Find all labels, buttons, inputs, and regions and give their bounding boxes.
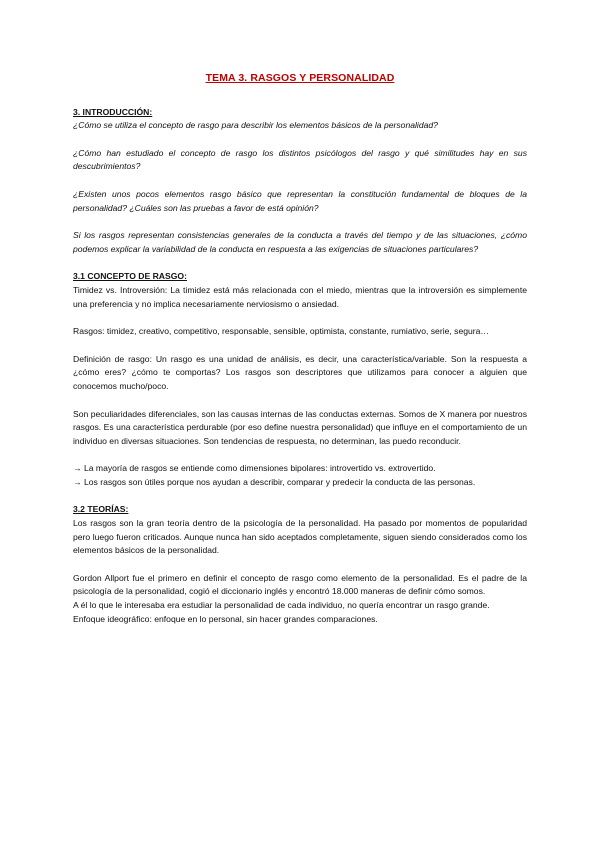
concept-paragraph-timidez: Timidez vs. Introversión: La timidez está más relacionada con el miedo, mientras que la introversión es simplemente una preferencia y no implica necesariamente nerviosismo o ansiedad. bbox=[73, 284, 527, 309]
concept-bullet-bipolares: → La mayoría de rasgos se entiende como dimensiones bipolares: introvertido vs. extrovertido. bbox=[73, 463, 436, 474]
intro-question-2: ¿Cómo han estudiado el concepto de rasgo los distintos psicólogos del rasgo y qué similitudes hay en sus descubrimientos? bbox=[73, 147, 527, 172]
theories-paragraph-ideografico: Enfoque ideográfico: enfoque en lo personal, sin hacer grandes comparaciones. bbox=[73, 613, 378, 624]
concept-paragraph-rasgos-list: Rasgos: timidez, creativo, competitivo, responsable, sensible, optimista, constante, rumiativo, serie, segura… bbox=[73, 326, 490, 337]
section-heading-introduccion: 3. INTRODUCCIÓN: bbox=[73, 106, 153, 117]
section-heading-teorias: 3.2 TEORÍAS: bbox=[73, 504, 129, 515]
intro-question-3: ¿Existen unos pocos elementos rasgo básico que representan la constitución fundamental de bloques de la personalidad? ¿Cuáles son las pruebas a favor de está opinión? bbox=[73, 188, 527, 213]
theories-paragraph-intro: Los rasgos son la gran teoría dentro de la psicología de la personalidad. Ha pasado por momentos de popularidad pero luego fueron criticados. Aunque nunca han sido aceptados completamente, siguen siendo considerados como los elementos básicos de la personalidad. bbox=[73, 518, 527, 556]
intro-question-1: ¿Cómo se utiliza el concepto de rasgo para describir los elementos básicos de la personalidad? bbox=[73, 120, 438, 131]
section-heading-concepto: 3.1 CONCEPTO DE RASGO: bbox=[73, 271, 187, 282]
concept-paragraph-peculiaridades: Son peculiaridades diferenciales, son las causas internas de las conductas externas. Somos de X manera por nuestros rasgos. Es una característica perdurable (por eso define nuestra personalidad) que influye en el comportamiento de un individuo en diversas situaciones. Son tendencias de respuesta, no determinan, las puedo reconducir. bbox=[73, 408, 527, 446]
concept-paragraph-definicion: Definición de rasgo: Un rasgo es una unidad de análisis, es decir, una característica/variable. Son la respuesta a ¿cómo eres? ¿cómo te comportas? Los rasgos son descriptores que utilizamos para conocer a alguien que conocemos mucho/poco. bbox=[73, 353, 527, 391]
theories-paragraph-interes: A él lo que le interesaba era estudiar la personalidad de cada individuo, no quería encontrar un rasgo grande. bbox=[73, 600, 490, 611]
document-title: TEMA 3. RASGOS Y PERSONALIDAD bbox=[205, 72, 395, 84]
theories-paragraph-allport: Gordon Allport fue el primero en definir el concepto de rasgo como elemento de la personalidad. Es el padre de la psicología de la personalidad, cogió el diccionario inglés y encontró 18.000 maneras de definir cómo somos. bbox=[73, 572, 527, 597]
intro-question-4: Si los rasgos representan consistencias generales de la conducta a través del tiempo y de las situaciones, ¿cómo podemos explicar la variabilidad de la conducta en respuesta a las exigencias de situaciones particulares? bbox=[73, 230, 527, 254]
concept-bullet-utiles: → Los rasgos son útiles porque nos ayudan a describir, comparar y predecir la conducta de las personas. bbox=[73, 476, 476, 487]
document-page bbox=[73, 70, 527, 626]
